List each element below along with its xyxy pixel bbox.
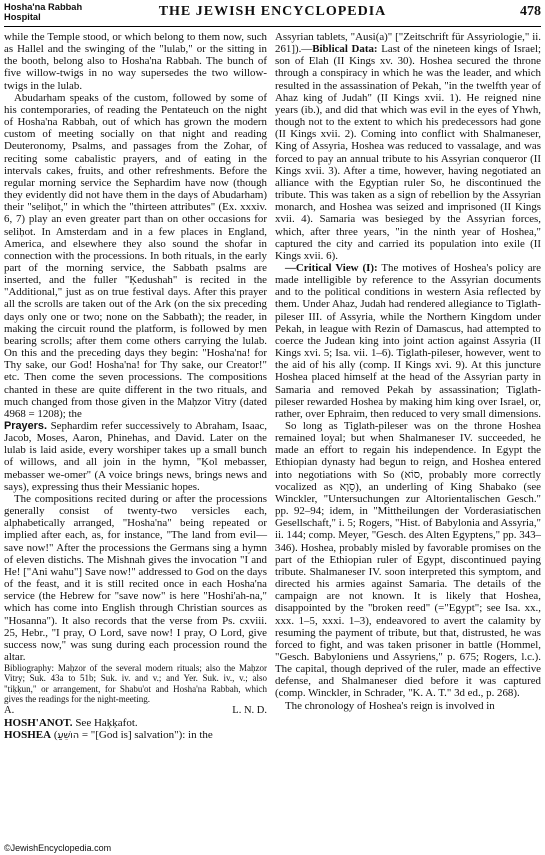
- critical-view-heading: —Critical View (I):: [285, 261, 378, 274]
- site-credit: ©JewishEncyclopedia.com: [4, 843, 112, 853]
- journal-title: THE JEWISH ENCYCLOPEDIA: [158, 4, 387, 19]
- prayers-text: Sephardim refer successively to Abraham, Isaac, Jacob, Moses, Aaron, Phinehas, and David. Later on the lulab is laid aside, every worshiper takes up a small bunch of willows, and all join in the hymn, "Ḳol mebasser, mebasser we-omer" (A voice brings news, brings news and says), expressing thus their Messianic hopes.: [4, 420, 267, 493]
- left-paragraph-2: Abudarham speaks of the custom, followed by some of his contemporaries, of reading the Pentateuch on the night of Hosha'na Rabbah, out of which has grown the modern custom of meeting socially on that night and reading Deuteronomy, Psalms, and passages from the Zohar, of reciting some cabalistic prayers, and of eating in the intervals cakes, fruits, and other refreshments. Before the regular morning service the Sephardim have now (though they evidently did not have them in the days of Abudarham) their "seliḥot," in which the "thirteen attributes" (Ex. xxxiv. 6, 7) play an even greater part than on other occasions for seliḥot. In Amsterdam and in a few places in England, America, and elsewhere they also sound the shofar in connection with the processions. In both rituals, in the early part of the morning service, the Sabbath psalms are inserted, and the fuller "Ḳedushah" is recited in the "Additional," just as on true festival days. After this prayer all the scrolls are taken out of the Ark (on the six preceding days only one or two; none on the Sabbath); the reader, in making the circuit round the platform, is followed by men bearing scrolls; after them come others carrying the lulab. On this and the preceding days they begin: "Hosha'na! for Thy sake, our God! Hosha'na! for Thy sake, our Creator!" etc. Then come the seven processions. The compositions chanted in these are quite different in the two rituals, and much changed from those given in the Maḥzor Vitry (dated 4968 = 1208); the: [4, 91, 267, 420]
- critical-view-text: The motives of Hoshea's policy are made intelligible by reference to the Assyrian documents and to the political conditions in western Asia reflected by them. Under Ahaz, Judah had rendered allegiance to Tiglath-pileser III. of Assyria, while the Northern Kingdom under Pekah, in league with Rezin of Damascus, had attempted to coerce the Judean king into joint action against Assyria (II Kings xvi. 5; Isa. vii. 1–6). Tiglath-pileser, however, went to the aid of his ally (comp. II Kings xvi. 9). At this juncture Hoshea placed himself at the head of the Assyrian party in Samaria and removed Pekah by assassination; Tiglath-pileser rewarded Hoshea by making him king over Israel, or, rather, over Ephraim, then reduced to very small dimensions.: [275, 261, 542, 420]
- entry-hoshea: HOSHEA (הוֹשֵׁעַ = "[God is] salvation"): in the: [4, 729, 213, 742]
- entry-hoshea-hebrew: הוֹשֵׁעַ: [57, 730, 80, 742]
- entry-hoshanot-body: See Haḳḳafot.: [75, 717, 138, 730]
- page-header: [4, 2, 541, 24]
- entry-hoshea-head: HOSHEA: [4, 729, 52, 742]
- left-paragraph-1: while the Temple stood, or which belong to them now, such as Hallel and the swinging of the "lulab," or the sitting in the booth, belong also to Hosha'na Rabbah. The bunch of five willow-twigs in no way supersedes the two willow-twigs in the lulab.: [4, 31, 267, 92]
- biblical-data-text: Last of the nineteen kings of Israel; son of Elah (II Kings xv. 30). Hoshea secured the throne through a conspiracy in which he was the leader, and which resulted in the assassination of Pekah, "in the twelfth year of Ahaz king of Judah" (II Kings xvii. 1). He reigned nine years (ib.), and did that which was evil in the eyes of Yhwh, though not to the extent to which his predecessors had gone (II Kings xvii. 2). Coming into conflict with Shalmaneser, King of Assyria, Hoshea was reduced to vassalage, and was forced to pay an annual tribute to his Assyrian conqueror (II Kings xvii. 3). After a time, however, having negotiated an alliance with the Egyptian ruler So, he discontinued the tribute. This was taken as a sign of rebellion by the Assyrian monarch, and Hoshea was seized and imprisoned (II Kings xvii. 4). Samaria was besieged by the Assyrian forces, which, after three years, "in the ninth year of Hoshea," captured the city and carried its population into exile (II Kings xvii. 6).: [275, 43, 541, 262]
- right-paragraph-4: The chronology of Hoshea's reign is involved in: [285, 699, 495, 712]
- left-column: [4, 31, 267, 742]
- running-head-line1: Hosha'na Rabbah: [4, 2, 83, 12]
- signature-author: L. N. D.: [232, 704, 267, 716]
- signature-initial: A.: [4, 704, 15, 716]
- right-column: [275, 31, 541, 712]
- prayers-side-heading: Prayers.: [4, 420, 47, 432]
- entry-hoshea-body: = "[God is] salvation"): in the: [81, 729, 213, 742]
- right-paragraph-1-start: Assyrian tablets, "Ausi(a)" ["Zeitschrift für Assyriologie," ii. 261]).—: [275, 31, 541, 56]
- bibliography: Bibliography: Maḥzor of the several modern rituals; also the Maḥzor Vitry; Suk. 43a to 51b; Suk. iv. and v.; and Yer. Suk. iv., v.; also "tiḳḳun," or arrangement, for Shabu'ot and Hosha'na Rabbah, which gives the readings for the night-meeting.: [4, 663, 267, 704]
- header-rule: [4, 26, 541, 27]
- left-paragraph-3: The compositions recited during or after the processions generally consist of twenty-two versicles each, alphabetically arranged, "Hosha'na" being repeated or implied after each, as, for instance, "The land from evil—save now!" After the processions the Germans sing a hymn of eleven distichs. The Mishnah gives the invocation "I and He! ["Ani wahu"] Save now!" addressed to God on the days of the feast, and it is still recited once in each Hosha'na service (the Hebrew for "save now" is here "Hoshi'ah-na," which has come into English through Christian sources as "Hosanna"). It also records that the verse from Ps. cxviii. 25, Hebr., "I pray, O Lord, save now! I pray, O Lord, give success now," was sung during each procession round the altar.: [4, 492, 267, 663]
- right-paragraph-3: So long as Tiglath-pileser was on the throne Hoshea remained loyal; but when Shalmaneser IV. succeeded, he made an effort to regain his independence. In Egypt the Ethiopian dynasty had begun to reign, and Hoshea entered into negotiations with So (סוֹא, probably more correctly vocalized as סֵוֶא), an underling of King Shabako (see Winckler, "Untersuchungen zur Altorientalischen Gesch." pp. 92–94; idem, in "Mittheilungen der Vorderasiatischen Gesellschaft," i. 5; Rogers, "Hist. of Babylonia and Assyria," ii. 144; comp. Meyer, "Gesch. des Alten Egyptens," pp. 343–346). Hoshea, probably misled by favorable promises on the part of the Ethiopian ruler of Egypt, discontinued paying tribute. Shalmaneser IV. soon interpreted this symptom, and directed his armies against Samaria. The details of the campaign are not known. It is likely that Hoshea, disappointed by the "broken reed" (="Egypt"; see Isa. xx., xxx. 1–5, xxxi. 1–3), endeavored to avert the calamity by resuming the payment of tribute, but that, distrusted, he was forced to fight, and was taken prisoner in battle (Hommel, "Gesch. Babyloniens und Assyriens," p. 675; Rogers, l.c.). The capital, though deprived of the ruler, made an effective defense, and Shalmaneser died before it was captured (comp. Winckler, in Schrader, "K. A. T." 3d ed., p. 268).: [275, 420, 541, 700]
- signature-line: [4, 705, 267, 717]
- right-paragraph-1: [275, 31, 541, 262]
- entry-hoshanot: [4, 717, 267, 729]
- entry-hoshanot-head: HOSH'ANOT.: [4, 717, 73, 730]
- right-paragraph-2: [275, 262, 541, 420]
- running-head-line2: Hospital: [4, 12, 41, 22]
- page-number: 478: [520, 4, 541, 19]
- biblical-data-heading: Biblical Data:: [312, 43, 378, 56]
- left-paragraph-2-continued: [4, 420, 267, 493]
